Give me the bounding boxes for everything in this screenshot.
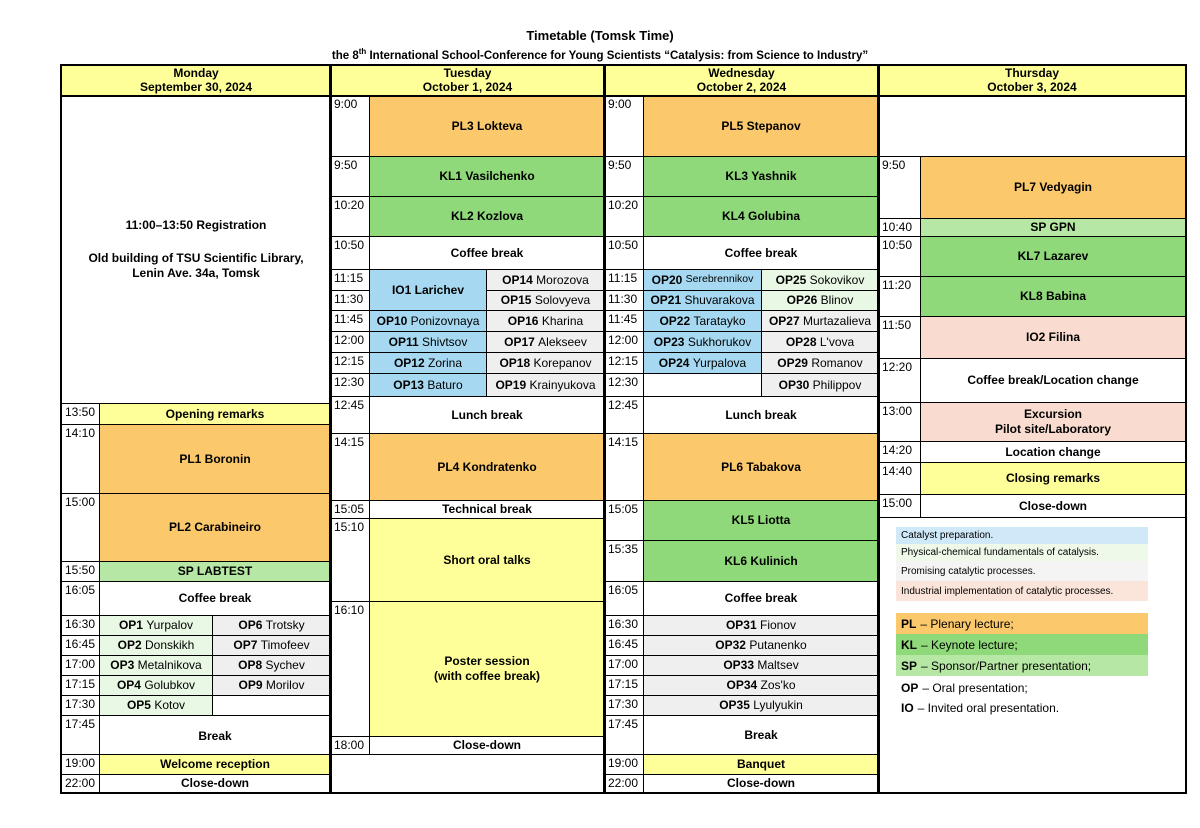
time-label: 13:00 [878,402,921,442]
closing-remarks: Closing remarks [920,462,1186,495]
op-slot: OP31 Fionov [643,615,879,636]
time-label: 12:45 [330,396,370,434]
time-label: 9:50 [604,156,644,197]
session-kl4: KL4 Golubina [643,196,879,237]
short-oral-talks: Short oral talks [369,518,605,602]
page-subtitle: the 8th International School-Conference for Young Scientists “Catalysis: from Science to Industry” [331,47,869,62]
session-pl2: PL2 Carabineiro [99,493,331,562]
session-kl8: KL8 Babina [920,276,1186,317]
time-label: 16:45 [61,635,100,656]
time-label: 14:20 [878,441,921,463]
op-slot: OP21 Shuvarakova [643,290,762,311]
time-label: 9:50 [330,156,370,197]
session-kl2: KL2 Kozlova [369,196,605,237]
op-slot: OP22 Taratayko [643,310,762,332]
time-label: 9:50 [878,156,921,219]
time-label: 10:50 [878,236,921,277]
session-kl7: KL7 Lazarev [920,236,1186,277]
time-label: 12:45 [604,396,644,434]
time-label: 12:00 [330,331,370,353]
time-label: 16:30 [604,615,644,636]
break: Break [643,715,879,755]
banquet: Banquet [643,754,879,775]
time-label: 14:15 [604,433,644,501]
time-label: 17:30 [61,695,100,716]
time-label: 19:00 [604,754,644,775]
coffee-break: Coffee break [643,236,879,270]
page-title: Timetable (Tomsk Time) [526,28,674,43]
time-label: 16:05 [604,581,644,616]
op-slot: OP24 Yurpalova [643,352,762,374]
op-slot: OP3 Metalnikova [99,655,213,676]
time-label: 12:20 [878,358,921,403]
time-label: 14:15 [330,433,370,501]
op-slot: OP6 Trotsky [212,615,331,636]
poster-session: Poster session (with coffee break) [369,601,605,737]
time-label: 12:00 [604,331,644,353]
time-label: 12:15 [604,352,644,374]
legend-topic: Industrial implementation of catalytic processes. [896,581,1148,601]
close-down: Close-down [99,774,331,793]
session-pl6: PL6 Tabakova [643,433,879,501]
empty-cell [330,754,605,793]
time-label: 11:50 [878,316,921,359]
time-label: 18:00 [330,736,370,755]
time-label: 16:45 [604,635,644,656]
empty-cell [878,95,1186,157]
time-label: 11:15 [604,269,644,291]
session-kl6: KL6 Kulinich [643,540,879,582]
session-pl1: PL1 Boronin [99,424,331,494]
time-label: 10:20 [604,196,644,237]
excursion: Excursion Pilot site/Laboratory [920,402,1186,442]
session-kl3: KL3 Yashnik [643,156,879,197]
day-header-tuesday: Tuesday October 1, 2024 [330,65,605,96]
op-slot: OP25 Sokovikov [761,269,879,291]
time-label: 11:45 [330,310,370,332]
op-slot: OP17 Alekseev [486,331,605,353]
op-slot: OP11 Shivtsov [369,331,487,353]
location-change: Location change [920,441,1186,463]
op-slot: OP28 L'vova [761,331,879,353]
session-sp-gpn: SP GPN [920,218,1186,237]
day-header-monday: Monday September 30, 2024 [61,65,331,96]
time-label: 22:00 [604,774,644,793]
time-label: 11:30 [604,290,644,311]
time-label: 10:50 [330,236,370,270]
op-slot: OP19 Krainyukova [486,373,605,397]
time-label: 15:10 [330,518,370,602]
time-label: 9:00 [330,95,370,157]
op-slot: OP29 Romanov [761,352,879,374]
time-label: 17:00 [61,655,100,676]
time-label: 10:20 [330,196,370,237]
time-label: 19:00 [61,754,100,775]
time-label: 17:00 [604,655,644,676]
coffee-break-location-change: Coffee break/Location change [920,358,1186,403]
op-slot: OP33 Maltsev [643,655,879,676]
op-slot: OP10 Ponizovnaya [369,310,487,332]
op-slot: OP34 Zos'ko [643,675,879,696]
time-label: 17:45 [61,715,100,755]
session-io1: IO1 Larichev [369,269,487,311]
time-label: 16:05 [61,581,100,616]
session-io2: IO2 Filina [920,316,1186,359]
time-label: 9:00 [604,95,644,157]
legend-type: IO – Invited oral presentation. [901,700,1060,715]
session-pl4: PL4 Kondratenko [369,433,605,501]
time-label: 11:30 [330,290,370,311]
session-pl3: PL3 Lokteva [369,95,605,157]
op-slot: OP8 Sychev [212,655,331,676]
legend-type: PL – Plenary lecture; [896,613,1148,634]
lunch-break: Lunch break [643,396,879,434]
session-sp-labtest: SP LABTEST [99,561,331,582]
time-label: 15:50 [61,561,100,582]
time-label: 13:50 [61,403,100,425]
time-label: 11:15 [330,269,370,291]
legend-type: KL – Keynote lecture; [896,634,1148,655]
op-slot: OP12 Zorina [369,352,487,374]
day-header-wednesday: Wednesday October 2, 2024 [604,65,879,96]
time-label: 15:05 [330,500,370,519]
registration-block: 11:00–13:50 Registration Old building of TSU Scientific Library, Lenin Ave. 34a, Tomsk [61,95,331,404]
op-slot: OP4 Golubkov [99,675,213,696]
op-slot: OP23 Sukhorukov [643,331,762,353]
time-label: 12:15 [330,352,370,374]
session-pl7: PL7 Vedyagin [920,156,1186,219]
op-slot: OP20 Serebrennikov [643,269,762,291]
time-label: 17:15 [61,675,100,696]
time-label: 22:00 [61,774,100,793]
op-slot: OP9 Morilov [212,675,331,696]
close-down: Close-down [920,494,1186,518]
coffee-break: Coffee break [369,236,605,270]
time-label: 14:10 [61,424,100,494]
op-slot: OP5 Kotov [99,695,213,716]
time-label: 11:20 [878,276,921,317]
op-slot: OP16 Kharina [486,310,605,332]
op-slot: OP7 Timofeev [212,635,331,656]
legend-type: OP – Oral presentation; [901,680,1028,695]
op-slot: OP35 Lyulyukin [643,695,879,716]
time-label: 10:40 [878,218,921,237]
session-kl5: KL5 Liotta [643,500,879,541]
time-label: 15:00 [61,493,100,562]
time-label: 10:50 [604,236,644,270]
legend-type: SP – Sponsor/Partner presentation; [896,655,1148,676]
time-label: 12:30 [330,373,370,397]
op-slot: OP30 Philippov [761,373,879,397]
day-header-thursday: Thursday October 3, 2024 [878,65,1186,96]
lunch-break: Lunch break [369,396,605,434]
time-label: 15:05 [604,500,644,541]
time-label: 14:40 [878,462,921,495]
op-slot: OP26 Blinov [761,290,879,311]
time-label: 17:45 [604,715,644,755]
time-label: 15:35 [604,540,644,582]
opening-remarks: Opening remarks [99,403,331,425]
op-slot: OP18 Korepanov [486,352,605,374]
legend-topic: Catalyst preparation. [896,527,1148,544]
op-slot: OP27 Murtazalieva [761,310,879,332]
coffee-break: Coffee break [643,581,879,616]
close-down: Close-down [369,736,605,755]
legend-topic: Physical-chemical fundamentals of catalysis. [896,544,1148,561]
time-label: 15:00 [878,494,921,518]
session-kl1: KL1 Vasilchenko [369,156,605,197]
time-label: 17:15 [604,675,644,696]
session-pl5: PL5 Stepanov [643,95,879,157]
time-label: 16:10 [330,601,370,737]
op-slot: OP14 Morozova [486,269,605,291]
legend-topic: Promising catalytic processes. [896,561,1148,581]
time-label: 16:30 [61,615,100,636]
time-label: 11:45 [604,310,644,332]
break: Break [99,715,331,755]
technical-break: Technical break [369,500,605,519]
op-slot: OP13 Baturo [369,373,487,397]
time-label: 17:30 [604,695,644,716]
welcome-reception: Welcome reception [99,754,331,775]
op-slot: OP15 Solovyeva [486,290,605,311]
op-slot: OP1 Yurpalov [99,615,213,636]
time-label: 12:30 [604,373,644,397]
coffee-break: Coffee break [99,581,331,616]
op-slot: OP32 Putanenko [643,635,879,656]
op-slot: OP2 Donskikh [99,635,213,656]
close-down: Close-down [643,774,879,793]
